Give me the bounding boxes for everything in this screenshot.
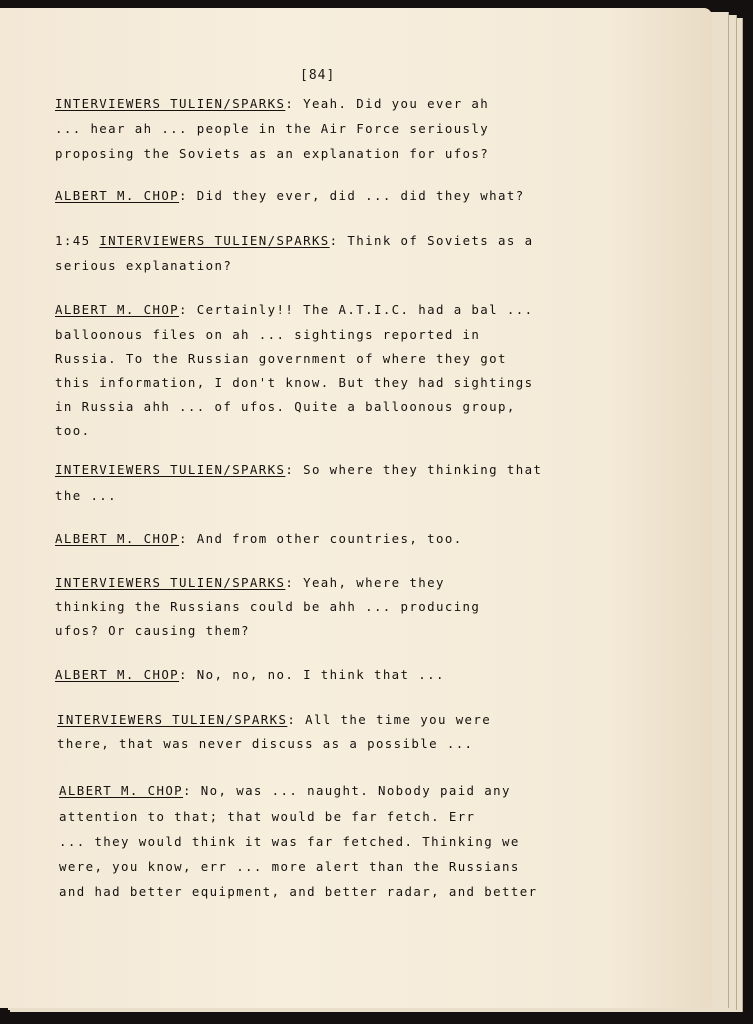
line-text: : Did they ever, did ... did they what? — [179, 188, 525, 203]
page-number: [84] — [300, 68, 336, 83]
speaker: ALBERT M. CHOP — [55, 188, 180, 203]
line — [55, 623, 250, 639]
line — [55, 258, 232, 274]
line — [55, 121, 489, 137]
line-text: : Yeah, where they — [285, 575, 445, 590]
line — [55, 399, 516, 415]
line — [55, 375, 533, 391]
line — [55, 423, 90, 439]
line-text: in Russia ahh ... of ufos. Quite a balloonous group, — [55, 399, 516, 414]
line-text: ... they would think it was far fetched. Thinking we — [59, 834, 520, 849]
line-text: there, that was never discuss as a possible ... — [57, 736, 474, 751]
line — [59, 859, 520, 875]
speaker: ALBERT M. CHOP — [55, 302, 180, 317]
speaker: INTERVIEWERS TULIEN/SPARKS — [99, 233, 330, 248]
line — [57, 736, 473, 752]
line-text: ... hear ah ... people in the Air Force seriously — [55, 121, 490, 136]
line — [55, 96, 489, 112]
line-text: : Yeah. Did you ever ah — [285, 96, 490, 111]
line-text: the ... — [55, 488, 118, 503]
line-text: this information, I don't know. But they had sightings — [55, 375, 534, 390]
line — [59, 834, 520, 850]
line-text: ufos? Or causing them? — [55, 623, 250, 638]
line-text: : No, was ... naught. Nobody paid any — [183, 783, 511, 798]
line — [55, 667, 445, 683]
line — [55, 302, 533, 318]
line — [55, 531, 463, 547]
line-text: attention to that; that would be far fetch. Err — [59, 809, 476, 824]
speaker: INTERVIEWERS TULIEN/SPARKS — [57, 712, 288, 727]
line — [55, 462, 542, 478]
line-text: : Certainly!! The A.T.I.C. had a bal ... — [179, 302, 534, 317]
line-text: proposing the Soviets as an explanation for ufos? — [55, 146, 490, 161]
speaker: INTERVIEWERS TULIEN/SPARKS — [55, 575, 286, 590]
line — [55, 146, 489, 162]
line — [55, 575, 445, 591]
speaker: ALBERT M. CHOP — [55, 667, 180, 682]
line-text: : So where they thinking that — [285, 462, 543, 477]
line — [55, 599, 480, 615]
line-text: : No, no, no. I think that ... — [179, 667, 445, 682]
line — [55, 351, 507, 367]
timestamp: 1:45 — [55, 233, 100, 248]
line — [55, 488, 117, 504]
line — [55, 188, 525, 204]
line — [55, 327, 480, 343]
line — [59, 809, 475, 825]
line-text: serious explanation? — [55, 258, 233, 273]
line — [59, 884, 537, 900]
line — [55, 233, 533, 249]
line-text: balloonous files on ah ... sightings reported in — [55, 327, 481, 342]
line-text: Russia. To the Russian government of where they got — [55, 351, 507, 366]
speaker: ALBERT M. CHOP — [55, 531, 180, 546]
line-text: : And from other countries, too. — [179, 531, 463, 546]
line-text: too. — [55, 423, 91, 438]
line-text: : Think of Soviets as a — [329, 233, 534, 248]
line-text: thinking the Russians could be ahh ... producing — [55, 599, 481, 614]
line-text: and had better equipment, and better radar, and better — [59, 884, 538, 899]
line-text: : All the time you were — [287, 712, 492, 727]
line — [59, 783, 511, 799]
speaker: INTERVIEWERS TULIEN/SPARKS — [55, 462, 286, 477]
speaker: INTERVIEWERS TULIEN/SPARKS — [55, 96, 286, 111]
speaker: ALBERT M. CHOP — [59, 783, 184, 798]
line-text: were, you know, err ... more alert than the Russians — [59, 859, 520, 874]
line — [57, 712, 491, 728]
